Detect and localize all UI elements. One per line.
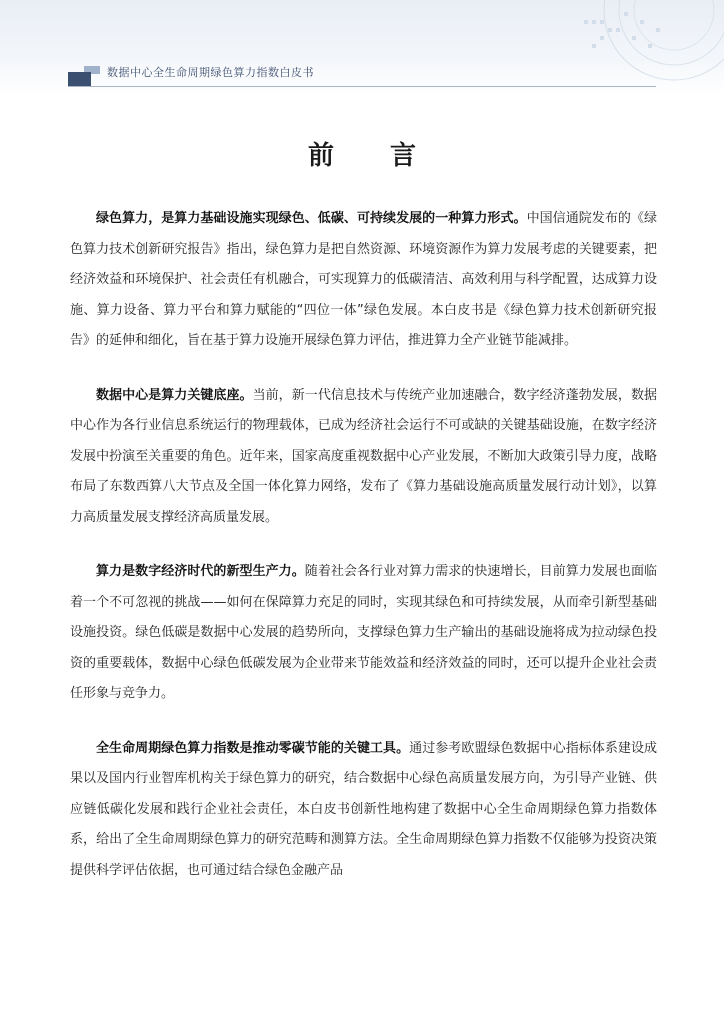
header-accent-block [68, 72, 91, 86]
paragraph-1 [70, 204, 657, 357]
paragraph-4-lead: 全生命周期绿色算力指数是推动零碳节能的关键工具。 [96, 740, 410, 756]
paragraph-2-lead: 数据中心是算力关键底座。 [96, 387, 253, 403]
paragraph-3-lead: 算力是数字经济时代的新型生产力。 [96, 564, 305, 579]
header-decoration-graphic [424, 0, 724, 90]
paragraph-1-text: 中国信通院发布的《绿色算力技术创新研究报告》指出，绿色算力是把自然资源、环境资源作为算力发展考虑的关键要素，把经济效益和环境保护、社会责任有机融合，可实现算力的低碳清洁、高效利用与科学配置，达成算力设施、算力设备、算力平台和算力赋能的“四位一体”绿色发展。本白皮书是《绿色算力技术创新研究报告》的延伸和细化，旨在基于算力设施开展绿色算力评估，推进算力全产业链节能减排。 [70, 211, 657, 348]
page-header [0, 0, 724, 95]
paragraph-1-lead: 绿色算力，是算力基础设施实现绿色、低碳、可持续发展的一种算力形式。 [96, 211, 527, 226]
header-divider [68, 86, 656, 87]
paragraph-4 [70, 734, 657, 887]
paragraph-3-text: 随着社会各行业对算力需求的快速增长，目前算力发展也面临着一个不可忽视的挑战——如何在保障算力充足的同时，实现其绿色和可持续发展，从而牵引新型基础设施投资。绿色低碳是数据中心发展的趋势所向，支撑绿色算力生产输出的基础设施将成为拉动绿色投资的重要载体，数据中心绿色低碳发展为企业带来节能效益和经济效益的同时，还可以提升企业社会责任形象与竞争力。 [70, 564, 657, 701]
body-text [70, 204, 657, 910]
running-header-title: 数据中心全生命周期绿色算力指数白皮书 [107, 66, 314, 79]
page-title: 前言 [307, 141, 472, 171]
paragraph-4-text: 通过参考欧盟绿色数据中心指标体系建设成果以及国内行业智库机构关于绿色算力的研究，结合数据中心绿色高质量发展方向，为引导产业链、供应链低碳化发展和践行企业社会责任，本白皮书创新性地构建了数据中心全生命周期绿色算力指数体系，给出了全生命周期绿色算力的研究范畴和测算方法。全生命周期绿色算力指数不仅能够为投资决策提供科学评估依据，也可通过结合绿色金融产品 [70, 740, 657, 878]
paragraph-3 [70, 557, 657, 710]
paragraph-2 [70, 381, 657, 534]
paragraph-2-text: 当前，新一代信息技术与传统产业加速融合，数字经济蓬勃发展，数据中心作为各行业信息系统运行的物理载体，已成为经济社会运行不可或缺的关键基础设施，在数字经济发展中扮演至关重要的角色。近年来，国家高度重视数据中心产业发展，不断加大政策引导力度，战略布局了东数西算八大节点及全国一体化算力网络，发布了《算力基础设施高质量发展行动计划》，以算力高质量发展支撑经济高质量发展。 [70, 387, 657, 525]
